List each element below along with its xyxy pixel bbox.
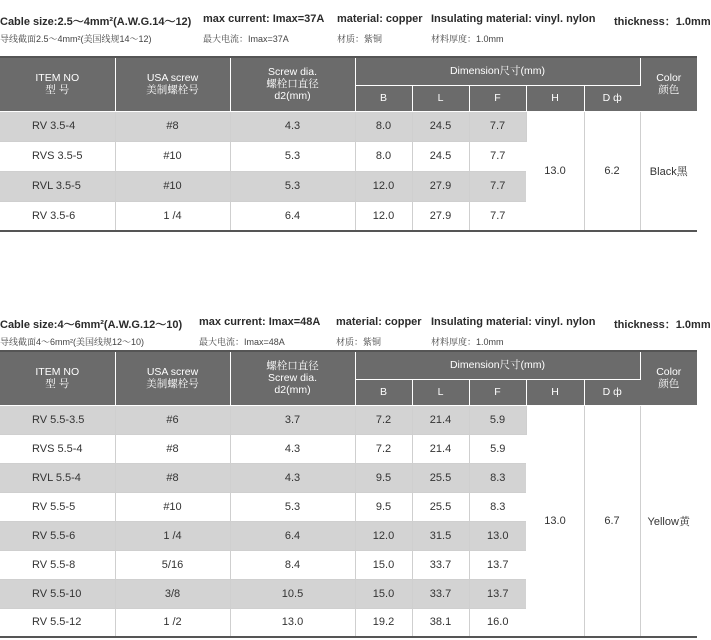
cell-item: RV 3.5-6: [0, 201, 115, 231]
spec-line-1: [0, 316, 711, 331]
cell-screw: #8: [115, 434, 230, 463]
cell-color: Yellow黄: [640, 405, 697, 637]
insulating-text: Insulating material: vinyl. nylon: [431, 316, 596, 328]
header-usa-screw-cn: 美制螺栓号: [146, 84, 199, 97]
cell-screw: 1 /2: [115, 608, 230, 637]
header-b: B: [355, 85, 412, 111]
max-current-cn-text: 最大电流：Imax=37A: [203, 34, 289, 44]
header-usa-screw: [115, 351, 230, 405]
cell-dia: 3.7: [230, 405, 355, 434]
cell-item: RV 5.5-12: [0, 608, 115, 637]
material-cn-text: 材质：紫铜: [337, 34, 383, 44]
cell-item: RV 3.5-4: [0, 111, 115, 141]
thickness-text: thickness：1.0mm: [614, 16, 711, 28]
cell-b: 12.0: [355, 201, 412, 231]
header-dimension: Dimension尺寸(mm): [355, 351, 640, 379]
cell-color: Black黑: [640, 111, 697, 231]
header-f: F: [469, 85, 526, 111]
max-current-text: max current: Imax=48A: [199, 316, 321, 328]
max-current-text: max current: Imax=37A: [203, 13, 325, 25]
cell-dia: 6.4: [230, 201, 355, 231]
cell-item: RV 5.5-5: [0, 492, 115, 521]
header-item-no: [0, 351, 115, 405]
cell-l: 33.7: [412, 550, 469, 579]
cell-d-phi: 6.2: [584, 111, 640, 231]
header-item-no-en: ITEM NO: [35, 366, 80, 379]
cell-b: 9.5: [355, 492, 412, 521]
cell-l: 21.4: [412, 434, 469, 463]
header-screw-dia-line1: Screw dia.: [267, 66, 318, 79]
cell-screw: #8: [115, 463, 230, 492]
header-l: L: [412, 379, 469, 405]
material-text: material: copper: [336, 316, 422, 328]
cell-screw: #6: [115, 405, 230, 434]
cell-b: 8.0: [355, 111, 412, 141]
cell-item: RVL 3.5-5: [0, 171, 115, 201]
cell-dia: 5.3: [230, 492, 355, 521]
header-d-phi: D ф: [584, 379, 640, 405]
cell-dia: 13.0: [230, 608, 355, 637]
header-color: [640, 57, 697, 111]
header-d-phi: D ф: [584, 85, 640, 111]
cell-screw: #8: [115, 111, 230, 141]
cell-item: RVL 5.5-4: [0, 463, 115, 492]
material-text: material: copper: [337, 13, 423, 25]
table-row: [0, 111, 697, 141]
cell-dia: 4.3: [230, 463, 355, 492]
cell-dia: 5.3: [230, 141, 355, 171]
cable-size-cn-text: 导线截面4～6mm²(美国线规12～10): [0, 337, 145, 347]
cell-dia: 8.4: [230, 550, 355, 579]
header-h: H: [526, 85, 584, 111]
header-screw-dia: [230, 351, 355, 405]
cell-screw: 3/8: [115, 579, 230, 608]
cell-screw: #10: [115, 141, 230, 171]
cell-l: 24.5: [412, 141, 469, 171]
cell-f: 8.3: [469, 492, 526, 521]
cell-b: 12.0: [355, 171, 412, 201]
header-item-no: [0, 57, 115, 111]
cell-b: 7.2: [355, 405, 412, 434]
header-screw-dia-line2: 螺栓口直径: [266, 78, 319, 91]
insulating-text: Insulating material: vinyl. nylon: [431, 13, 596, 25]
cell-b: 15.0: [355, 550, 412, 579]
cell-b: 12.0: [355, 521, 412, 550]
header-screw-dia-line1: 螺栓口直径: [266, 360, 319, 373]
cable-size-text: Cable size:4～6mm²(A.W.G.12～10): [0, 319, 183, 331]
cell-item: RV 5.5-8: [0, 550, 115, 579]
cell-dia: 6.4: [230, 521, 355, 550]
header-l: L: [412, 85, 469, 111]
cell-item: RVS 5.5-4: [0, 434, 115, 463]
cell-screw: 1 /4: [115, 521, 230, 550]
thickness-cn-text: 材料厚度：1.0mm: [431, 337, 504, 347]
max-current-cn-text: 最大电流：Imax=48A: [199, 337, 285, 347]
cell-f: 7.7: [469, 171, 526, 201]
header-usa-screw: [115, 57, 230, 111]
header-h: H: [526, 379, 584, 405]
cell-screw: #10: [115, 492, 230, 521]
cell-h: 13.0: [526, 111, 584, 231]
cell-item: RVS 3.5-5: [0, 141, 115, 171]
cell-f: 7.7: [469, 201, 526, 231]
header-screw-dia-line2: Screw dia.: [267, 372, 318, 385]
cell-dia: 10.5: [230, 579, 355, 608]
spec-line-2: [0, 335, 700, 347]
cell-l: 21.4: [412, 405, 469, 434]
cell-f: 13.7: [469, 579, 526, 608]
cell-dia: 4.3: [230, 111, 355, 141]
header-dimension: Dimension尺寸(mm): [355, 57, 640, 85]
header-usa-screw-cn: 美制螺栓号: [146, 378, 199, 391]
spec-line-1: [0, 13, 711, 28]
cell-l: 25.5: [412, 492, 469, 521]
cell-f: 8.3: [469, 463, 526, 492]
header-item-no-cn: 型 号: [45, 84, 70, 97]
cell-l: 27.9: [412, 171, 469, 201]
cell-b: 15.0: [355, 579, 412, 608]
cell-screw: 5/16: [115, 550, 230, 579]
cell-f: 7.7: [469, 141, 526, 171]
cell-l: 27.9: [412, 201, 469, 231]
cell-d-phi: 6.7: [584, 405, 640, 637]
cell-l: 33.7: [412, 579, 469, 608]
header-color-en: Color: [656, 366, 682, 379]
header-color-cn: 颜色: [658, 378, 680, 391]
cable-size-cn-text: 导线截面2.5～4mm²(美国线规14～12): [0, 34, 152, 44]
cell-dia: 5.3: [230, 171, 355, 201]
header-f: F: [469, 379, 526, 405]
header-color-en: Color: [656, 72, 682, 85]
cell-l: 38.1: [412, 608, 469, 637]
material-cn-text: 材质：紫铜: [336, 337, 382, 347]
cell-b: 9.5: [355, 463, 412, 492]
cell-item: RV 5.5-3.5: [0, 405, 115, 434]
header-item-no-en: ITEM NO: [35, 72, 80, 85]
cell-f: 5.9: [469, 434, 526, 463]
terminal-spec-table-2: [0, 350, 697, 638]
cell-l: 25.5: [412, 463, 469, 492]
header-usa-screw-en: USA screw: [146, 72, 199, 85]
cell-dia: 4.3: [230, 434, 355, 463]
cell-screw: #10: [115, 171, 230, 201]
header-item-no-cn: 型 号: [45, 378, 70, 391]
cell-f: 7.7: [469, 111, 526, 141]
spec-line-2: [0, 32, 700, 44]
header-screw-dia-line3: d2(mm): [274, 384, 311, 397]
cell-f: 13.0: [469, 521, 526, 550]
header-screw-dia-line3: d2(mm): [274, 90, 311, 103]
header-b: B: [355, 379, 412, 405]
cell-b: 8.0: [355, 141, 412, 171]
cell-screw: 1 /4: [115, 201, 230, 231]
cable-size-text: Cable size:2.5～4mm²(A.W.G.14～12): [0, 16, 192, 28]
cell-f: 16.0: [469, 608, 526, 637]
cell-h: 13.0: [526, 405, 584, 637]
cell-item: RV 5.5-10: [0, 579, 115, 608]
cell-l: 31.5: [412, 521, 469, 550]
header-color-cn: 颜色: [658, 84, 680, 97]
cell-l: 24.5: [412, 111, 469, 141]
cell-f: 5.9: [469, 405, 526, 434]
terminal-spec-table-1: [0, 56, 697, 232]
cell-f: 13.7: [469, 550, 526, 579]
cell-item: RV 5.5-6: [0, 521, 115, 550]
cell-b: 19.2: [355, 608, 412, 637]
header-usa-screw-en: USA screw: [146, 366, 199, 379]
cell-b: 7.2: [355, 434, 412, 463]
thickness-cn-text: 材料厚度：1.0mm: [431, 34, 504, 44]
thickness-text: thickness：1.0mm: [614, 319, 711, 331]
header-color: [640, 351, 697, 405]
header-screw-dia: [230, 57, 355, 111]
table-row: [0, 405, 697, 434]
